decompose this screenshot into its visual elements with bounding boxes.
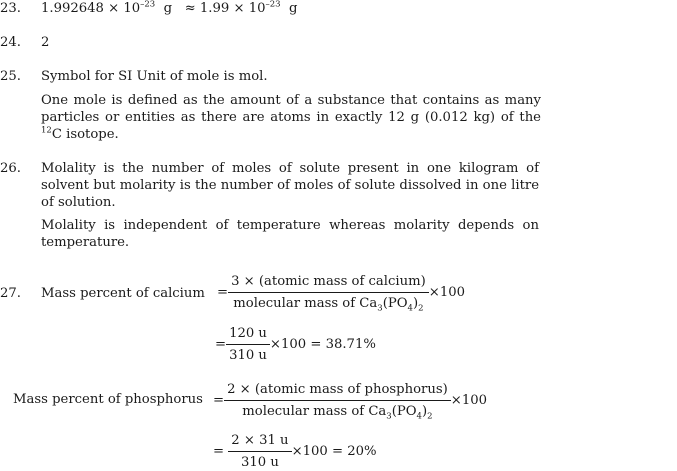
calcium-formula: = 3 × (atomic mass of calcium) molecular mass of $Ca_3(PO_4)_2$ ×100 bbox=[217, 274, 465, 314]
answer-number-24: 24. bbox=[0, 35, 21, 50]
answer-number-23: 23. bbox=[0, 1, 21, 16]
phosphorus-label: Mass percent of phosphorus bbox=[13, 392, 203, 407]
calcium-result-fraction: $\frac{120 u}{310 u}$ bbox=[226, 325, 270, 364]
calcium-fraction: 3 × (atomic mass of calcium) molecular mass of $Ca_3(PO_4)_2$ bbox=[228, 273, 429, 312]
phosphorus-result: = $\frac{2 \times 31 u}{310 u}$ ×100 = 20% bbox=[213, 433, 377, 470]
answer-25-definition: One mole is defined as the amount of a substance that contains as many particles or entities as there are atoms in exactly 12 g (0.012 kg) of the $^{12}$C isotope. bbox=[41, 93, 541, 142]
answer-24-text: 2 bbox=[41, 35, 50, 50]
answer-26-para1: Molality is the number of moles of solute present in one kilogram of solvent but molarity is the number of moles of solute dissolved in one litre of solution. bbox=[41, 161, 539, 210]
phosphorus-result-fraction: $\frac{2 \times 31 u}{310 u}$ bbox=[228, 432, 291, 471]
calcium-result: = $\frac{120 u}{310 u}$ ×100 = 38.71% bbox=[215, 326, 376, 363]
answer-26-para2: Molality is independent of temperature whereas molarity depends on temperature. bbox=[41, 218, 539, 250]
answer-25-line1: Symbol for SI Unit of mole is mol. bbox=[41, 69, 268, 84]
phosphorus-formula: = 2 × (atomic mass of phosphorus) molecular mass of $Ca_3(PO_4)_2$ ×100 bbox=[213, 382, 488, 422]
answer-number-26: 26. bbox=[0, 161, 21, 176]
calcium-label: Mass percent of calcium bbox=[41, 286, 205, 301]
answer-number-25: 25. bbox=[0, 69, 21, 84]
phosphorus-fraction: 2 × (atomic mass of phosphorus) molecular mass of $Ca_3(PO_4)_2$ bbox=[224, 381, 451, 420]
answer-23-text: $1.992648 \times 10^{-23}$ g ≈ $1.99 \times 10^{-23}$ g bbox=[41, 0, 298, 16]
answer-number-27: 27. bbox=[0, 286, 21, 301]
